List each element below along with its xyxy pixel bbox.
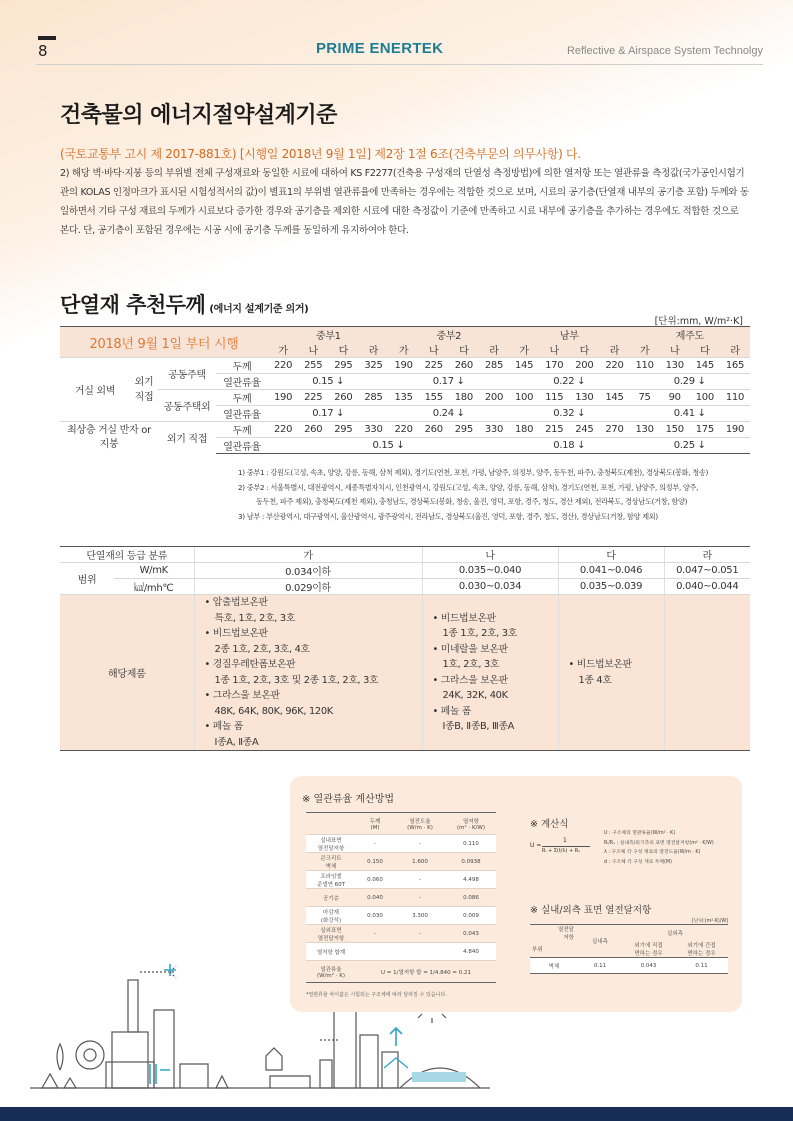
products-label: 해당제품	[60, 595, 194, 751]
surf-indirect-header: 외기에 간접 면하는 경우	[675, 941, 728, 958]
calc-cell: 열관류율 (W/m² · K)	[306, 961, 356, 983]
calc-cell: 3.300	[394, 907, 446, 925]
calc-cell: -	[356, 925, 394, 943]
insulation-title-note: (에너지 설계기준 의거)	[209, 304, 309, 315]
standard-paragraph: 2) 해당 벽·바닥·지붕 등의 부위별 전체 구성재료와 동일한 시료에 대하여 KS F2277(건축용 구성재의 단열성 측정방법)에 의한 열저항 또는 열관류율 측정값(국가공인시험기관의 KOLAS 인정마크가 표시된 시험성적서의 값)이 별표1의 부위별 열관류율에 만족하는 경우에는 적합한 것으로 보며, 시료의 공기층(단열재 내부의 공기층 포함) 두께와 동일하면서 기타 구성 재료의 두께가 시료보다 증가한 경우와 공기층을 제외한 시료에 대한 측정값이 기준에 만족하고 시료 내부에 공기층을 추가하는 경우에도 적합한 것으로 본다. 단, 공기층이 포함된 경우에는 시공 시에 공기층 두께를 동일하게 유지하여야 한다.	[60, 168, 749, 236]
product-spec: 1종 4호	[578, 674, 612, 686]
region-note: 동두천, 파주 제외), 충청북도(제천 제외), 충청남도, 경상북도(봉화, 청송, 울진, 영덕, 포항, 경주, 청도, 경산 제외), 전라북도, 경상남도(거창, 함양)	[256, 497, 688, 506]
uvalue-cell: 0.22 ↓	[509, 374, 630, 390]
calc-cell	[394, 943, 446, 961]
section-title-energy-standard: 건축물의 에너지절약설계기준	[60, 103, 337, 128]
thickness-cell: 200	[569, 358, 599, 374]
unit-kcal: ㎉/mh℃	[114, 579, 194, 595]
thickness-cell: 260	[298, 422, 328, 438]
calc-cell: 4.840	[446, 943, 496, 961]
grade-header: 가	[639, 346, 650, 357]
thickness-cell: 130	[630, 422, 660, 438]
thickness-cell: 200	[479, 390, 509, 406]
uvalue-cell: 0.41 ↓	[630, 406, 751, 422]
thickness-cell: 100	[690, 390, 720, 406]
formula-note: Rᵢ/Rₒ : 실내측/외기측의 표면 열전달저항(m² · K/W)	[604, 840, 714, 846]
thickness-cell: 330	[358, 422, 388, 438]
grade-header: 가	[194, 547, 422, 563]
header-divider	[36, 64, 763, 65]
calc-cell: 콘크리트 벽체	[306, 853, 356, 871]
calc-cell: 0.0938	[446, 853, 496, 871]
section-title-insulation-thickness	[60, 289, 308, 319]
calc-formula-cell: U = 1/열저항 합 = 1/4.840 = 0.21	[356, 961, 496, 983]
calc-cell: 0.043	[446, 925, 496, 943]
thickness-cell: 225	[298, 390, 328, 406]
calc-footnote: *열관류율 차이값은 시험되는 구조체에 따라 달라질 수 있습니다.	[306, 992, 447, 998]
surface-resistance-title: ※ 실내/외측 표면 열전달저항	[530, 905, 652, 916]
uvalue-cell: 0.25 ↓	[630, 438, 751, 454]
thickness-cell: 295	[328, 422, 358, 438]
product-name: • 비드법보온판	[568, 659, 632, 670]
region-note: 1) 중부1 : 강원도(고성, 속초, 양양, 강릉, 동해, 삼척 제외), 경기도(연천, 포천, 가평, 남양주, 의정부, 양주, 동두천, 파주), 충청북도(제천), 경상북도(봉화, 청송)	[238, 468, 709, 477]
thickness-cell: 270	[599, 422, 629, 438]
thickness-cell: 145	[690, 358, 720, 374]
thickness-cell: 170	[539, 358, 569, 374]
calc-cell: 0.150	[356, 853, 394, 871]
row-label-top-floor: 최상층 거실 반자 or 지붕	[60, 422, 158, 454]
grade-header: 다	[700, 346, 710, 357]
thickness-cell: 180	[449, 390, 479, 406]
formula	[530, 834, 596, 858]
calc-cell: 4.498	[446, 871, 496, 889]
thickness-cell: 110	[720, 390, 750, 406]
table-row	[60, 422, 750, 438]
thickness-cell: 145	[509, 358, 539, 374]
thickness-cell: 110	[630, 358, 660, 374]
product-name: • 경질우레탄폼보온판	[204, 659, 296, 670]
calc-cell: -	[356, 835, 394, 853]
grade-header: 나	[422, 547, 558, 563]
grade-header: 라	[664, 547, 750, 563]
formula-denominator: Rᵢ + Σ(t/λ) + Rₒ	[542, 848, 581, 854]
range-value: 0.040~0.044	[664, 579, 750, 595]
region-header: 중부2	[389, 327, 510, 343]
row-label-living-wall: 거실 외벽	[60, 358, 130, 422]
uvalue-cell: 0.32 ↓	[509, 406, 630, 422]
product-name: • 비드법보온판	[204, 628, 268, 639]
surface-resistance-unit: [단위:(m²·K)/W]	[692, 919, 728, 924]
calc-cell: 0.040	[356, 889, 394, 907]
products-ga	[194, 595, 422, 751]
products-na	[422, 595, 558, 751]
uvalue-cell: 0.18 ↓	[509, 438, 630, 454]
formula-note: d : 구조체 각 구성 재료 두께(M)	[604, 859, 673, 865]
calc-header: 열전도율 (W/m · K)	[394, 813, 446, 835]
thickness-cell: 145	[599, 390, 629, 406]
thickness-cell: 180	[509, 422, 539, 438]
calc-cell: 1.600	[394, 853, 446, 871]
thickness-cell: 215	[539, 422, 569, 438]
thickness-cell: 255	[298, 358, 328, 374]
calc-cell: 실내표면 열전달저항	[306, 835, 356, 853]
product-name: • 압출법보온판	[204, 597, 268, 608]
thickness-cell: 100	[509, 390, 539, 406]
thickness-cell: 325	[358, 358, 388, 374]
region-note: 3) 남부 : 부산광역시, 대구광역시, 울산광역시, 광주광역시, 전라남도, 경상북도(울진, 영덕, 포항, 경주, 청도, 경산), 경상남도(거창, 함양 제외)	[238, 511, 658, 521]
thickness-cell: 225	[419, 358, 449, 374]
section-subtitle: (국토교통부 고시 제 2017-881호) [시행일 2018년 9월 1일] 제2장 1절 6조(건축부문의 의무사항) 다.	[60, 147, 581, 161]
page-number: 8	[38, 42, 48, 60]
surf-cell: 벽체	[530, 958, 578, 974]
product-name: • 비드법보온판	[432, 612, 496, 624]
product-name: • 페놀 폼	[204, 721, 244, 732]
uvalue-cell: 0.15 ↓	[268, 438, 509, 454]
grade-header: 가	[519, 346, 529, 357]
surf-cell: 0.043	[622, 958, 675, 974]
formula-numerator: 1	[563, 837, 567, 844]
thickness-cell: 285	[479, 358, 509, 374]
units-label: [단위:mm, W/m²·K]	[654, 316, 743, 327]
calc-cell: 열저항 합계	[306, 943, 356, 961]
surf-indoor-header: 실내측	[578, 925, 622, 958]
range-value: 0.035~0.040	[422, 563, 558, 579]
unit-w-mk: W/mK	[114, 563, 194, 579]
thickness-cell: 245	[569, 422, 599, 438]
calc-cell	[356, 943, 394, 961]
products-ra	[664, 595, 750, 751]
formula-bar	[542, 846, 590, 847]
product-spec: 24K, 32K, 40K	[442, 690, 508, 701]
calc-cell: 프라임엘 준넬연 60T	[306, 871, 356, 889]
region-header: 남부	[509, 327, 630, 343]
table-row	[306, 943, 496, 961]
product-spec: 1종 1호, 2호, 3호	[442, 628, 517, 639]
grade-header: 가	[398, 346, 409, 357]
grade-table	[60, 546, 750, 751]
calc-cell: -	[394, 835, 446, 853]
region-note: 2) 중부2 : 서울특별시, 대전광역시, 세종특별자치시, 인천광역시, 강원도(고성, 속초, 양양, 강릉, 동해, 삼척), 경기도(연천, 포천, 가평, 남양주, 의정부, 양주,	[238, 482, 699, 492]
thickness-cell: 175	[690, 422, 720, 438]
thickness-cell: 150	[660, 422, 690, 438]
calc-cell: 0.086	[446, 889, 496, 907]
thickness-cell: 220	[268, 358, 298, 374]
surface-resistance-table	[530, 924, 728, 974]
grade-header: 나	[429, 346, 439, 357]
page-number-bar	[38, 36, 56, 40]
grade-header: 라	[730, 346, 740, 357]
uvalue-cell: 0.17 ↓	[389, 374, 510, 390]
grade-header: 라	[489, 346, 499, 357]
products-da	[558, 595, 664, 751]
calc-cell: -	[394, 889, 446, 907]
calc-cell: 마감재 (화강석)	[306, 907, 356, 925]
row-label-uvalue: 열관류율	[216, 374, 268, 390]
surf-cell: 0.11	[578, 958, 622, 974]
brand-logo-text: PRIME ENERTEK	[316, 40, 444, 57]
thickness-cell: 115	[539, 390, 569, 406]
formula-title: ※ 계산식	[530, 819, 569, 830]
product-spec: 1호, 2호, 3호	[442, 659, 500, 670]
surf-corner-label: 열전달 저항	[530, 925, 578, 942]
calc-cell: 실외표면 열전달저항	[306, 925, 356, 943]
table-row	[306, 889, 496, 907]
calculation-box	[290, 776, 742, 1012]
range-value: 0.034이하	[194, 563, 422, 579]
thickness-cell: 260	[419, 422, 449, 438]
thickness-cell: 295	[449, 422, 479, 438]
thickness-cell: 165	[720, 358, 750, 374]
row-label-uvalue: 열관류율	[216, 406, 268, 422]
grade-header: 나	[308, 346, 318, 357]
formula-lhs: U =	[530, 842, 542, 849]
region-header: 제주도	[630, 327, 751, 343]
calc-header	[306, 813, 356, 835]
product-name: • 페놀 폼	[432, 705, 472, 717]
range-value: 0.047~0.051	[664, 563, 750, 579]
grade-header: 가	[278, 346, 288, 357]
product-spec: 48K, 64K, 80K, 96K, 120K	[214, 705, 333, 717]
product-name: • 미네랄울 보온판	[432, 643, 508, 655]
product-name: • 그라스울 보온판	[432, 674, 508, 686]
since-date-label: 2018년 9월 1일 부터 시행	[60, 327, 268, 358]
table-row	[60, 358, 750, 374]
table-row	[306, 871, 496, 889]
calc-cell: 0.060	[356, 871, 394, 889]
grade-header: 나	[670, 346, 680, 357]
row-label-apartment: 공동주택	[158, 358, 216, 390]
region-notes	[238, 466, 758, 524]
product-spec: Ⅰ종B, Ⅱ종B, Ⅲ종A	[442, 721, 515, 732]
table-row	[306, 907, 496, 925]
insulation-title-text: 단열재 추천두께	[60, 293, 206, 317]
thickness-cell: 135	[389, 390, 419, 406]
thickness-cell: 260	[449, 358, 479, 374]
formula-note: U : 구조체의 열관류율(W/m² · K)	[604, 831, 676, 836]
thickness-cell: 130	[660, 358, 690, 374]
uvalue-cell: 0.29 ↓	[630, 374, 751, 390]
calc-cell: -	[394, 925, 446, 943]
calc-cell: 0.030	[356, 907, 394, 925]
grade-table-header-label: 단열재의 등급 분류	[60, 547, 194, 563]
calc-title: ※ 열관류율 계산방법	[302, 794, 395, 805]
calc-cell: 0.110	[446, 835, 496, 853]
thickness-cell: 155	[419, 390, 449, 406]
row-label-exterior-direct: 외기 직접	[130, 358, 158, 422]
thickness-cell: 295	[328, 358, 358, 374]
product-spec: 특호, 1호, 2호, 3호	[214, 612, 296, 624]
thickness-cell: 220	[268, 422, 298, 438]
surf-direct-header: 외기에 직접 면하는 경우	[622, 941, 675, 958]
region-header: 중부1	[268, 327, 389, 343]
calc-cell: 0.009	[446, 907, 496, 925]
thickness-cell: 190	[389, 358, 419, 374]
thickness-cell: 285	[358, 390, 388, 406]
table-row	[306, 853, 496, 871]
uvalue-cell: 0.17 ↓	[268, 406, 389, 422]
header-tagline: Reflective & Airspace System Technolgy	[566, 45, 763, 57]
calc-header: 열저항 (m² · K/W)	[446, 813, 496, 835]
uvalue-cell: 0.15 ↓	[268, 374, 389, 390]
thickness-cell: 190	[720, 422, 750, 438]
calc-header: 두께 (M)	[356, 813, 394, 835]
uvalue-cell: 0.24 ↓	[389, 406, 510, 422]
thickness-cell: 260	[328, 390, 358, 406]
surf-outdoor-header: 실외측	[622, 925, 728, 942]
thickness-cell: 220	[389, 422, 419, 438]
table-row	[306, 961, 496, 983]
calc-cell: 공기층	[306, 889, 356, 907]
grade-header: 라	[368, 346, 379, 357]
row-label-non-apartment: 공동주택외	[158, 390, 216, 422]
grade-header: 다	[338, 346, 348, 357]
thickness-cell: 75	[630, 390, 660, 406]
grade-header: 다	[459, 346, 469, 357]
product-spec: 2종 1호, 2호, 3호, 4호	[214, 643, 310, 655]
table-row	[306, 925, 496, 943]
thickness-cell: 90	[660, 390, 690, 406]
calc-table	[306, 812, 496, 983]
row-label-thickness: 두께	[216, 422, 268, 438]
thickness-cell: 220	[599, 358, 629, 374]
range-value: 0.041~0.046	[558, 563, 664, 579]
grade-header: 다	[558, 547, 664, 563]
thickness-cell: 330	[479, 422, 509, 438]
row-label-uvalue: 열관류율	[216, 438, 268, 454]
row-label-thickness: 두께	[216, 390, 268, 406]
product-name: • 그라스울 보온판	[204, 690, 280, 701]
range-label: 범위	[60, 563, 114, 595]
thickness-cell: 130	[569, 390, 599, 406]
table-row	[60, 390, 750, 406]
surf-part-label: 부위	[530, 941, 578, 958]
row-label-thickness: 두께	[216, 358, 268, 374]
table-row	[306, 835, 496, 853]
surf-cell: 0.11	[675, 958, 728, 974]
formula-notes	[604, 829, 714, 867]
footer-band	[0, 1107, 793, 1121]
product-spec: Ⅰ종A, Ⅱ종A	[214, 736, 259, 748]
grade-header: 나	[549, 346, 559, 357]
grade-header: 라	[609, 346, 620, 357]
calc-cell: -	[394, 871, 446, 889]
formula-note: λ : 구조체 각 구성 재료의 열전도율(W/m · K)	[604, 850, 701, 855]
thickness-table	[60, 326, 750, 454]
product-spec: 1종 1호, 2호, 3호 및 2종 1호, 2호, 3호	[214, 674, 379, 686]
grade-header: 다	[579, 346, 589, 357]
range-value: 0.030~0.034	[422, 579, 558, 595]
row-label-exterior-direct: 외기 직접	[158, 422, 216, 454]
range-value: 0.029이하	[194, 579, 422, 595]
range-value: 0.035~0.039	[558, 579, 664, 595]
thickness-cell: 190	[268, 390, 298, 406]
